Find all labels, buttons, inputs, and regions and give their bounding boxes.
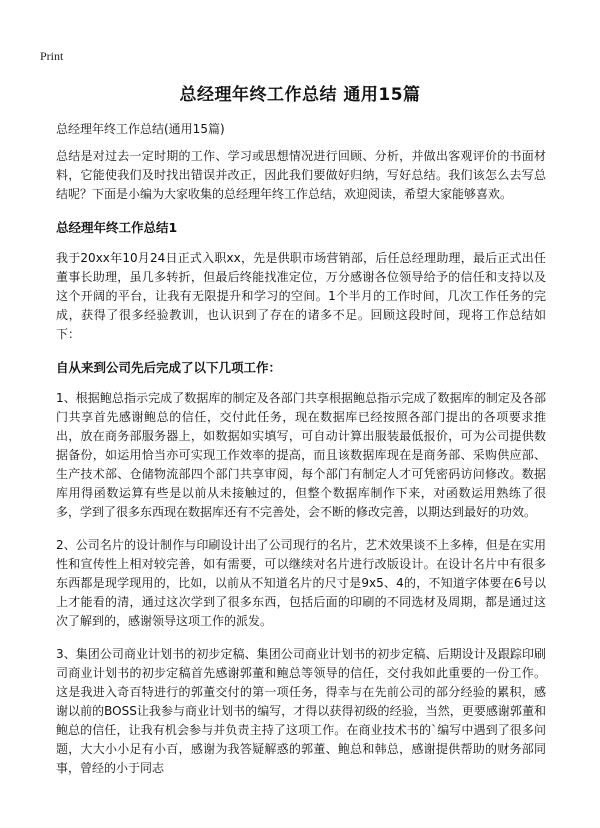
list-heading: 自从来到公司先后完成了以下几项工作： — [56, 360, 282, 375]
list-item-3: 3、集团公司商业计划书的初步定稿、集团公司商业计划书的初步定稿、后期设计及跟踪印刷司商业计划书的初步定稿首先感谢郭董和鲍总等领导的信任，交付我如此重要的一份工作。这是我进入奇百特进行的郭董交付的第一项任务，得幸与在先前公司的部分经验的累积，感谢以前的BOSS让我参与商业计划书的编写，才得以获得初级的经验，当然，更要感谢郭董和鲍总的信任，让我有机会参与并负责主持了这项工作。在商业技术书的`编写中遇到了很多问题，大大小小足有小百，感谢为我答疑解惑的郭董、鲍总和韩总，感谢提供帮助的财务部同事，曾经的小于同志 — [56, 647, 546, 775]
page-title: 总经理年终工作总结 通用15篇 — [179, 85, 421, 105]
print-link[interactable]: Print — [40, 49, 64, 63]
section-heading: 总经理年终工作总结1 — [56, 220, 178, 235]
article-body — [56, 120, 546, 792]
article-subtitle: 总经理年终工作总结(通用15篇) — [56, 122, 225, 136]
list-item-1: 1、根据鲍总指示完成了数据库的制定及各部门共享根据鲍总指示完成了数据库的制定及各部门共享首先感谢鲍总的信任，交付此任务，现在数据库已经按照各部门提出的各项要求推出，放在商务部服务器上，如数据如实填写，可自动计算出服装最低报价，可为公司提供数据备份，如运用恰当亦可实现工作效率的提高，而且该数据库现在是商务部、采购供应部、生产技术部、仓储物流部四个部门共享审阅，每个部门有制定人才可凭密码访问修改。数据库用得函数运算有些是以前从未接触过的，但整个数据库制作下来，对函数运用熟练了很多，学到了很多东西现在数据库还有不完善处，会不断的修改完善，以期达到最好的功效。 — [56, 391, 546, 519]
section-paragraph: 我于20xx年10月24日正式入职xx，先是供职市场营销部，后任总经理助理，最后正式出任董事长助理，虽几多转折，但最后终能找准定位，万分感谢各位领导给予的信任和支持以及这个开阔的平台，让我有无限提升和学习的空间。1个半月的工作时间，几次工作任务的完成，获得了很多经验教训，也认识到了存在的诸多不足。回顾这段时间，现将工作总结如下： — [56, 251, 546, 341]
intro-paragraph: 总结是对过去一定时期的工作、学习或思想情况进行回顾、分析，并做出客观评价的书面材料，它能使我们及时找出错误并改正，因此我们要做好归纳，写好总结。我们该怎么去写总结呢？下面是小编为大家收集的总经理年终工作总结，欢迎阅读，希望大家能够喜欢。 — [56, 149, 546, 201]
list-item-2: 2、公司名片的设计制作与印刷设计出了公司现行的名片，艺术效果谈不上多棒，但是在实用性和宣传性上相对较完善，如有需要，可以继续对名片进行改版设计。在设计名片中有很多东西都是现学现用的，比如，以前从不知道名片的尺寸是9x5、4的，不知道字体要在6号以上才能看的清，通过这次学到了很多东西，包括后面的印刷的不同选材及周期，都是通过这次了解到的，感谢领导这项工作的派发。 — [56, 538, 546, 628]
